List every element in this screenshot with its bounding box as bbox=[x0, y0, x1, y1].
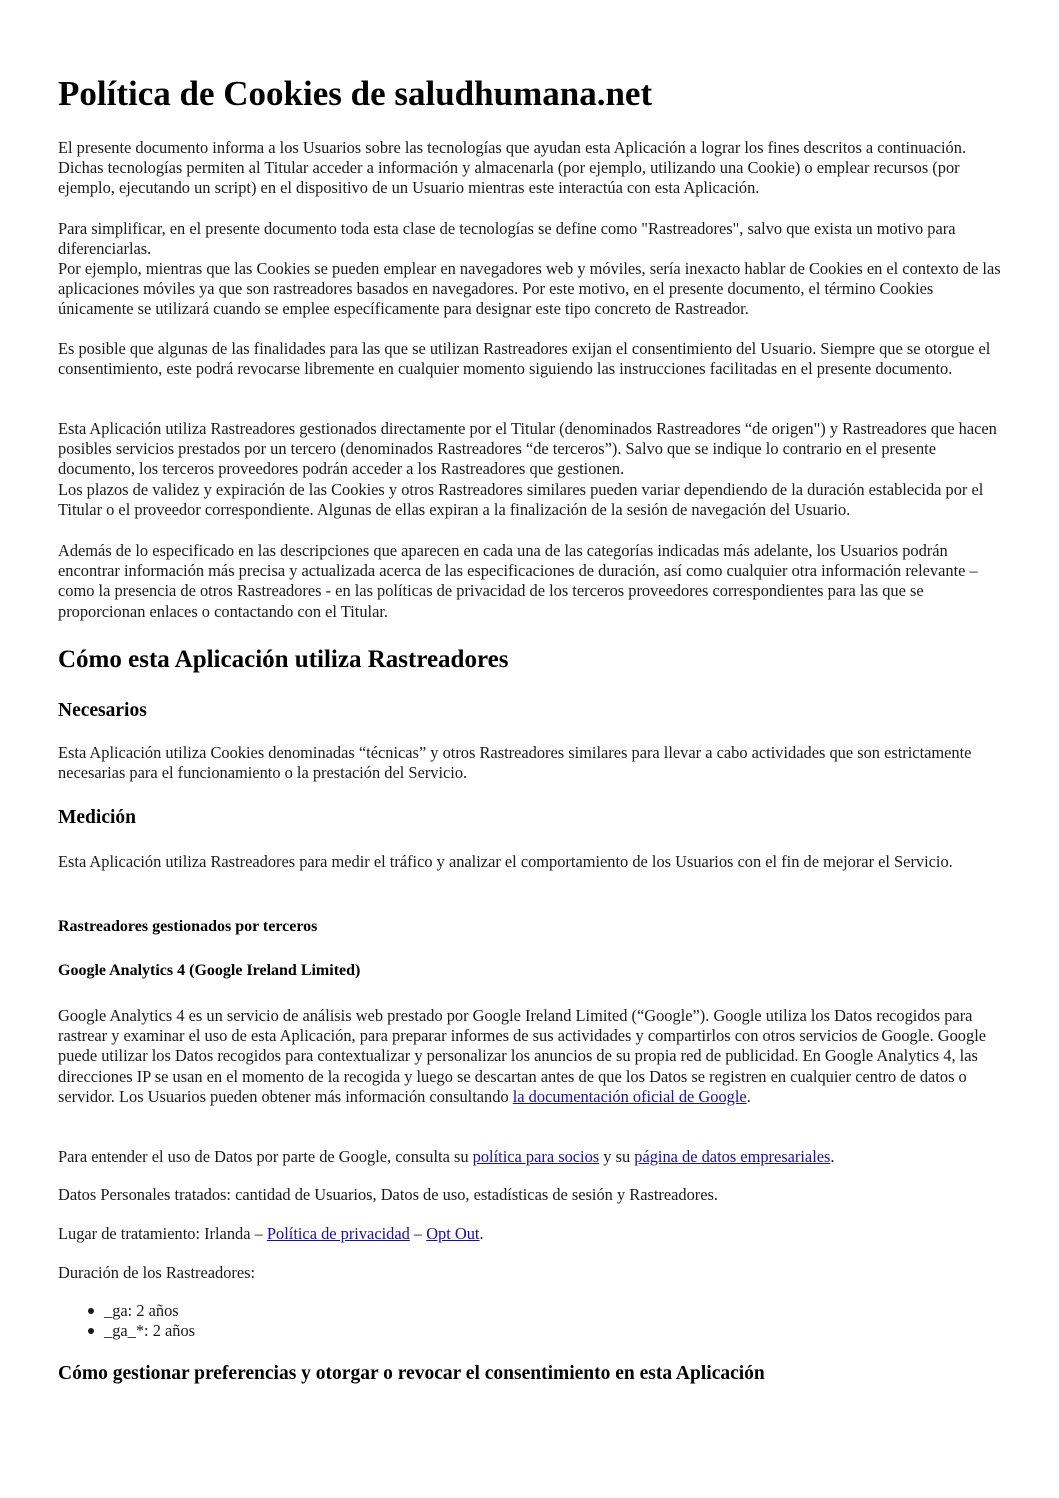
intro-paragraph-2: Para simplificar, en el presente documento toda esta clase de tecnologías se define como "Rastreadores", salvo que exista un motivo para diferenciarlas. bbox=[58, 219, 956, 259]
data-use-prefix: Para entender el uso de Datos por parte de Google, consulta su bbox=[58, 1147, 473, 1166]
docs-suffix: . bbox=[746, 1086, 751, 1106]
intro-paragraph-6: Los plazos de validez y expiración de las Cookies y otros Rastreadores similares pueden variar dependiendo de la duración establecida por el Titular o el proveedor correspondiente. Algunas de ellas expiran a la finalización de la sesión de navegación del Usuario. bbox=[58, 480, 984, 520]
intro-paragraph-1: El presente documento informa a los Usuarios sobre las tecnologías que ayudan esta Aplicación a lograr los fines descritos a continuación. Dichas tecnologías permiten al Titular acceder a información y almacenarla (por ejemplo, utilizando una Cookie) o emplear recursos (por ejemplo, ejecutando un script) en el dispositivo de un Usuario mientras este interactúa con esta Aplicación. bbox=[58, 138, 967, 198]
section-heading-how: Cómo esta Aplicación utiliza Rastreadores bbox=[58, 646, 509, 673]
service-heading: Google Analytics 4 (Google Ireland Limited) bbox=[58, 962, 361, 979]
medicion-text: Esta Aplicación utiliza Rastreadores para medir el tráfico y analizar el comportamiento de los Usuarios con el fin de mejorar el Servicio. bbox=[58, 852, 953, 871]
intro-paragraph-4: Es posible que algunas de las finalidades para las que se utilizan Rastreadores exijan el consentimiento del Usuario. Siempre que se otorgue el consentimiento, este podrá revocarse libremente en cualquier momento siguiendo las instrucciones facilitadas en el presente documento. bbox=[58, 339, 991, 379]
personal-data-paragraph: Datos Personales tratados: cantidad de Usuarios, Datos de uso, estadísticas de sesión y Rastreadores. bbox=[58, 1185, 719, 1204]
intro-paragraph-5: Esta Aplicación utiliza Rastreadores gestionados directamente por el Titular (denominados Rastreadores “de origen") y Rastreadores que hacen posibles servicios prestados por un tercero (denominados Rastreadores “de terceros”). Salvo que se indique lo contrario en el presente documento, los terceros proveedores podrán acceder a los Rastreadores que gestionen. bbox=[58, 419, 997, 479]
service-description bbox=[58, 1006, 1004, 1107]
intro-paragraph-7: Además de lo especificado en las descripciones que aparecen en cada una de las categorías indicadas más adelante, los Usuarios podrán encontrar información más precisa y actualizada acerca de las especificaciones de duración, así como cualquier otra información relevante – como la presencia de otros Rastreadores - en las políticas de privacidad de los terceros proveedores correspondientes para las que se proporcionan enlaces o contactando con el Titular. bbox=[58, 541, 978, 621]
service-description-text: Google Analytics 4 es un servicio de análisis web prestado por Google Ireland Limited (“Google”). Google utiliza los Datos recogidos para rastrear y examinar el uso de esta Aplicación, para preparar informes de sus actividades y compartirlos con otros servicios de Google. Google puede utilizar los Datos recogidos para contextualizar y personalizar los anuncios de su propia red de publicidad. En Google Analytics 4, las direcciones IP se usan en el momento de la recogida y luego se descartan antes de que los Datos se registren en cualquier centro de datos o servidor. Los Usuarios pueden obtener más información consultando bbox=[58, 1006, 987, 1106]
data-use-paragraph bbox=[58, 1147, 1004, 1167]
subheading-medicion: Medición bbox=[58, 807, 136, 828]
location-suffix: . bbox=[479, 1224, 484, 1243]
privacy-policy-link[interactable]: Política de privacidad bbox=[266, 1224, 410, 1243]
necesarios-text: Esta Aplicación utiliza Cookies denominadas “técnicas” y otros Rastreadores similares para llevar a cabo actividades que son estrictamente necesarias para el funcionamiento o la prestación del Servicio. bbox=[58, 743, 972, 783]
third-party-heading: Rastreadores gestionados por terceros bbox=[58, 918, 318, 935]
duration-list bbox=[58, 1301, 195, 1341]
docs-link[interactable]: la documentación oficial de Google bbox=[512, 1086, 747, 1106]
list-item: _ga: 2 años bbox=[104, 1301, 195, 1321]
list-item: _ga_*: 2 años bbox=[104, 1321, 196, 1341]
location-paragraph bbox=[58, 1224, 1004, 1244]
page-title: Política de Cookies de saludhumana.net bbox=[58, 74, 653, 113]
opt-out-link[interactable]: Opt Out bbox=[426, 1224, 480, 1243]
location-prefix: Lugar de tratamiento: Irlanda – bbox=[58, 1224, 267, 1243]
data-use-middle: y su bbox=[599, 1147, 635, 1166]
data-use-suffix: . bbox=[830, 1147, 835, 1166]
section-heading-manage: Cómo gestionar preferencias y otorgar o revocar el consentimiento en esta Aplicación bbox=[58, 1363, 765, 1384]
partner-policy-link[interactable]: política para socios bbox=[472, 1147, 600, 1166]
business-data-link[interactable]: página de datos empresariales bbox=[634, 1147, 831, 1166]
duration-label: Duración de los Rastreadores: bbox=[58, 1263, 256, 1282]
location-separator: – bbox=[409, 1224, 427, 1243]
subheading-necesarios: Necesarios bbox=[58, 700, 147, 721]
intro-paragraph-3: Por ejemplo, mientras que las Cookies se pueden emplear en navegadores web y móviles, sería inexacto hablar de Cookies en el contexto de las aplicaciones móviles ya que son rastreadores basados en navegadores. Por este motivo, en el presente documento, el término Cookies únicamente se utilizará cuando se emplee específicamente para designar este tipo concreto de Rastreador. bbox=[58, 259, 1001, 319]
